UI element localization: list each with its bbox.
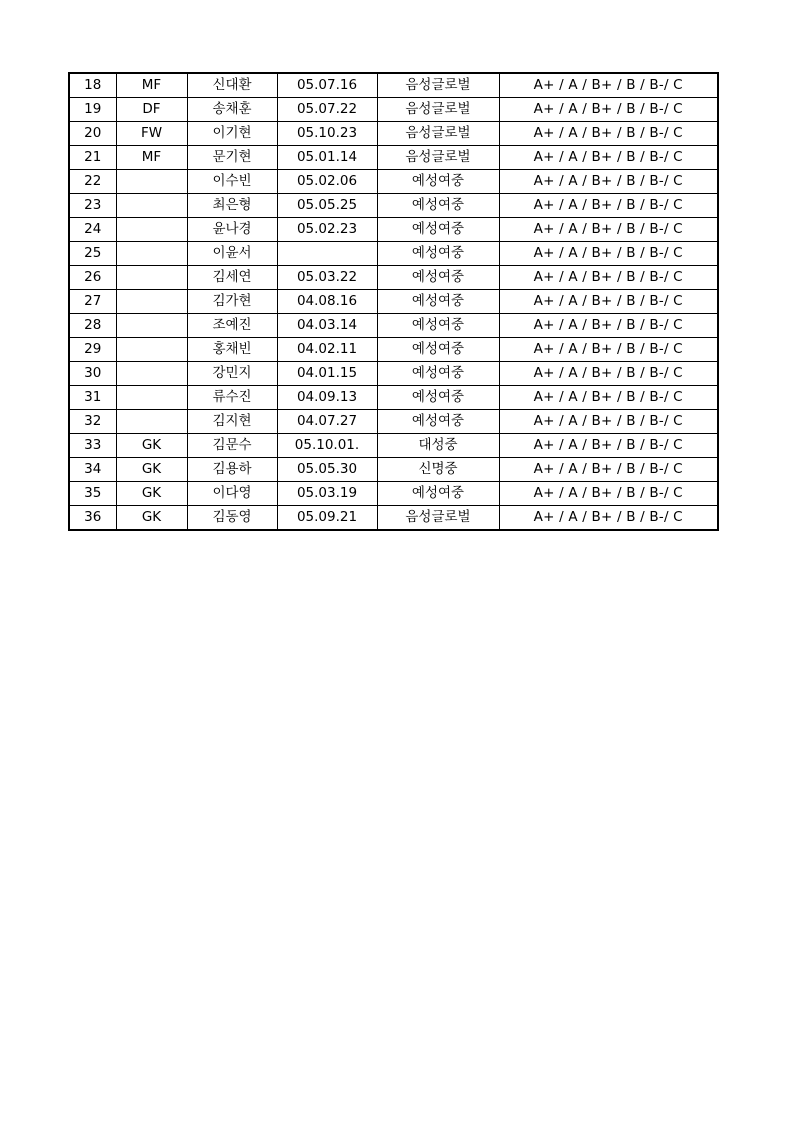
birth-date-cell: 05.03.22 xyxy=(277,266,377,290)
grade-options-cell: A+ / A / B+ / B / B-/ C xyxy=(499,362,718,386)
school-cell: 예성여중 xyxy=(377,314,499,338)
player-name-cell: 김용하 xyxy=(187,458,277,482)
position-cell: GK xyxy=(116,458,187,482)
player-name-cell: 김동영 xyxy=(187,506,277,531)
school-cell: 예성여중 xyxy=(377,218,499,242)
birth-date-cell: 05.01.14 xyxy=(277,146,377,170)
school-cell: 예성여중 xyxy=(377,242,499,266)
position-cell xyxy=(116,338,187,362)
player-name-cell: 송채훈 xyxy=(187,98,277,122)
table-row xyxy=(69,146,718,170)
school-cell: 신명중 xyxy=(377,458,499,482)
birth-date-cell: 05.02.23 xyxy=(277,218,377,242)
table-row xyxy=(69,386,718,410)
row-number-cell: 20 xyxy=(69,122,116,146)
table-row xyxy=(69,170,718,194)
birth-date-cell xyxy=(277,242,377,266)
position-cell xyxy=(116,266,187,290)
position-cell xyxy=(116,242,187,266)
position-cell: DF xyxy=(116,98,187,122)
table-row xyxy=(69,434,718,458)
birth-date-cell: 05.05.30 xyxy=(277,458,377,482)
birth-date-cell: 04.07.27 xyxy=(277,410,377,434)
player-name-cell: 이수빈 xyxy=(187,170,277,194)
position-cell: GK xyxy=(116,482,187,506)
table-row xyxy=(69,506,718,531)
grade-options-cell: A+ / A / B+ / B / B-/ C xyxy=(499,434,718,458)
grade-options-cell: A+ / A / B+ / B / B-/ C xyxy=(499,218,718,242)
birth-date-cell: 04.03.14 xyxy=(277,314,377,338)
row-number-cell: 34 xyxy=(69,458,116,482)
position-cell xyxy=(116,170,187,194)
table-row xyxy=(69,73,718,98)
school-cell: 예성여중 xyxy=(377,386,499,410)
school-cell: 음성글로벌 xyxy=(377,506,499,531)
position-cell xyxy=(116,386,187,410)
player-name-cell: 김문수 xyxy=(187,434,277,458)
birth-date-cell: 04.02.11 xyxy=(277,338,377,362)
table-row xyxy=(69,338,718,362)
school-cell: 대성중 xyxy=(377,434,499,458)
grade-options-cell: A+ / A / B+ / B / B-/ C xyxy=(499,386,718,410)
player-name-cell: 이기현 xyxy=(187,122,277,146)
school-cell: 예성여중 xyxy=(377,194,499,218)
row-number-cell: 33 xyxy=(69,434,116,458)
birth-date-cell: 05.03.19 xyxy=(277,482,377,506)
school-cell: 예성여중 xyxy=(377,338,499,362)
row-number-cell: 25 xyxy=(69,242,116,266)
player-name-cell: 이윤서 xyxy=(187,242,277,266)
birth-date-cell: 05.10.01. xyxy=(277,434,377,458)
player-name-cell: 조예진 xyxy=(187,314,277,338)
player-name-cell: 문기현 xyxy=(187,146,277,170)
grade-options-cell: A+ / A / B+ / B / B-/ C xyxy=(499,338,718,362)
position-cell: MF xyxy=(116,146,187,170)
birth-date-cell: 05.07.22 xyxy=(277,98,377,122)
school-cell: 예성여중 xyxy=(377,482,499,506)
grade-options-cell: A+ / A / B+ / B / B-/ C xyxy=(499,506,718,531)
row-number-cell: 29 xyxy=(69,338,116,362)
school-cell: 음성글로벌 xyxy=(377,146,499,170)
grade-options-cell: A+ / A / B+ / B / B-/ C xyxy=(499,146,718,170)
player-name-cell: 류수진 xyxy=(187,386,277,410)
birth-date-cell: 04.09.13 xyxy=(277,386,377,410)
position-cell xyxy=(116,314,187,338)
birth-date-cell: 05.09.21 xyxy=(277,506,377,531)
grade-options-cell: A+ / A / B+ / B / B-/ C xyxy=(499,266,718,290)
grade-options-cell: A+ / A / B+ / B / B-/ C xyxy=(499,194,718,218)
row-number-cell: 26 xyxy=(69,266,116,290)
table-row xyxy=(69,218,718,242)
row-number-cell: 36 xyxy=(69,506,116,531)
table-row xyxy=(69,266,718,290)
grade-options-cell: A+ / A / B+ / B / B-/ C xyxy=(499,482,718,506)
school-cell: 예성여중 xyxy=(377,290,499,314)
grade-options-cell: A+ / A / B+ / B / B-/ C xyxy=(499,98,718,122)
table-row xyxy=(69,122,718,146)
row-number-cell: 31 xyxy=(69,386,116,410)
player-name-cell: 김가현 xyxy=(187,290,277,314)
player-name-cell: 강민지 xyxy=(187,362,277,386)
row-number-cell: 35 xyxy=(69,482,116,506)
school-cell: 예성여중 xyxy=(377,410,499,434)
player-name-cell: 윤나경 xyxy=(187,218,277,242)
position-cell xyxy=(116,290,187,314)
position-cell xyxy=(116,410,187,434)
table-row xyxy=(69,242,718,266)
birth-date-cell: 04.01.15 xyxy=(277,362,377,386)
birth-date-cell: 04.08.16 xyxy=(277,290,377,314)
birth-date-cell: 05.07.16 xyxy=(277,73,377,98)
player-roster-table xyxy=(68,72,719,531)
row-number-cell: 22 xyxy=(69,170,116,194)
table-row xyxy=(69,458,718,482)
school-cell: 예성여중 xyxy=(377,170,499,194)
row-number-cell: 18 xyxy=(69,73,116,98)
player-name-cell: 이다영 xyxy=(187,482,277,506)
birth-date-cell: 05.05.25 xyxy=(277,194,377,218)
grade-options-cell: A+ / A / B+ / B / B-/ C xyxy=(499,122,718,146)
table-row xyxy=(69,290,718,314)
school-cell: 예성여중 xyxy=(377,266,499,290)
school-cell: 음성글로벌 xyxy=(377,122,499,146)
position-cell: MF xyxy=(116,73,187,98)
birth-date-cell: 05.02.06 xyxy=(277,170,377,194)
school-cell: 음성글로벌 xyxy=(377,73,499,98)
row-number-cell: 32 xyxy=(69,410,116,434)
table-row xyxy=(69,98,718,122)
table-row xyxy=(69,482,718,506)
table-row xyxy=(69,362,718,386)
position-cell: FW xyxy=(116,122,187,146)
grade-options-cell: A+ / A / B+ / B / B-/ C xyxy=(499,170,718,194)
table-row xyxy=(69,314,718,338)
grade-options-cell: A+ / A / B+ / B / B-/ C xyxy=(499,73,718,98)
row-number-cell: 24 xyxy=(69,218,116,242)
school-cell: 예성여중 xyxy=(377,362,499,386)
grade-options-cell: A+ / A / B+ / B / B-/ C xyxy=(499,242,718,266)
table-row xyxy=(69,410,718,434)
player-name-cell: 김세연 xyxy=(187,266,277,290)
row-number-cell: 21 xyxy=(69,146,116,170)
position-cell xyxy=(116,362,187,386)
player-name-cell: 홍채빈 xyxy=(187,338,277,362)
grade-options-cell: A+ / A / B+ / B / B-/ C xyxy=(499,410,718,434)
grade-options-cell: A+ / A / B+ / B / B-/ C xyxy=(499,458,718,482)
birth-date-cell: 05.10.23 xyxy=(277,122,377,146)
row-number-cell: 27 xyxy=(69,290,116,314)
grade-options-cell: A+ / A / B+ / B / B-/ C xyxy=(499,314,718,338)
position-cell xyxy=(116,194,187,218)
position-cell xyxy=(116,218,187,242)
player-name-cell: 최은형 xyxy=(187,194,277,218)
position-cell: GK xyxy=(116,506,187,531)
player-name-cell: 신대환 xyxy=(187,73,277,98)
table-row xyxy=(69,194,718,218)
row-number-cell: 23 xyxy=(69,194,116,218)
grade-options-cell: A+ / A / B+ / B / B-/ C xyxy=(499,290,718,314)
row-number-cell: 28 xyxy=(69,314,116,338)
player-name-cell: 김지현 xyxy=(187,410,277,434)
school-cell: 음성글로벌 xyxy=(377,98,499,122)
row-number-cell: 19 xyxy=(69,98,116,122)
row-number-cell: 30 xyxy=(69,362,116,386)
position-cell: GK xyxy=(116,434,187,458)
roster-body xyxy=(69,73,718,530)
